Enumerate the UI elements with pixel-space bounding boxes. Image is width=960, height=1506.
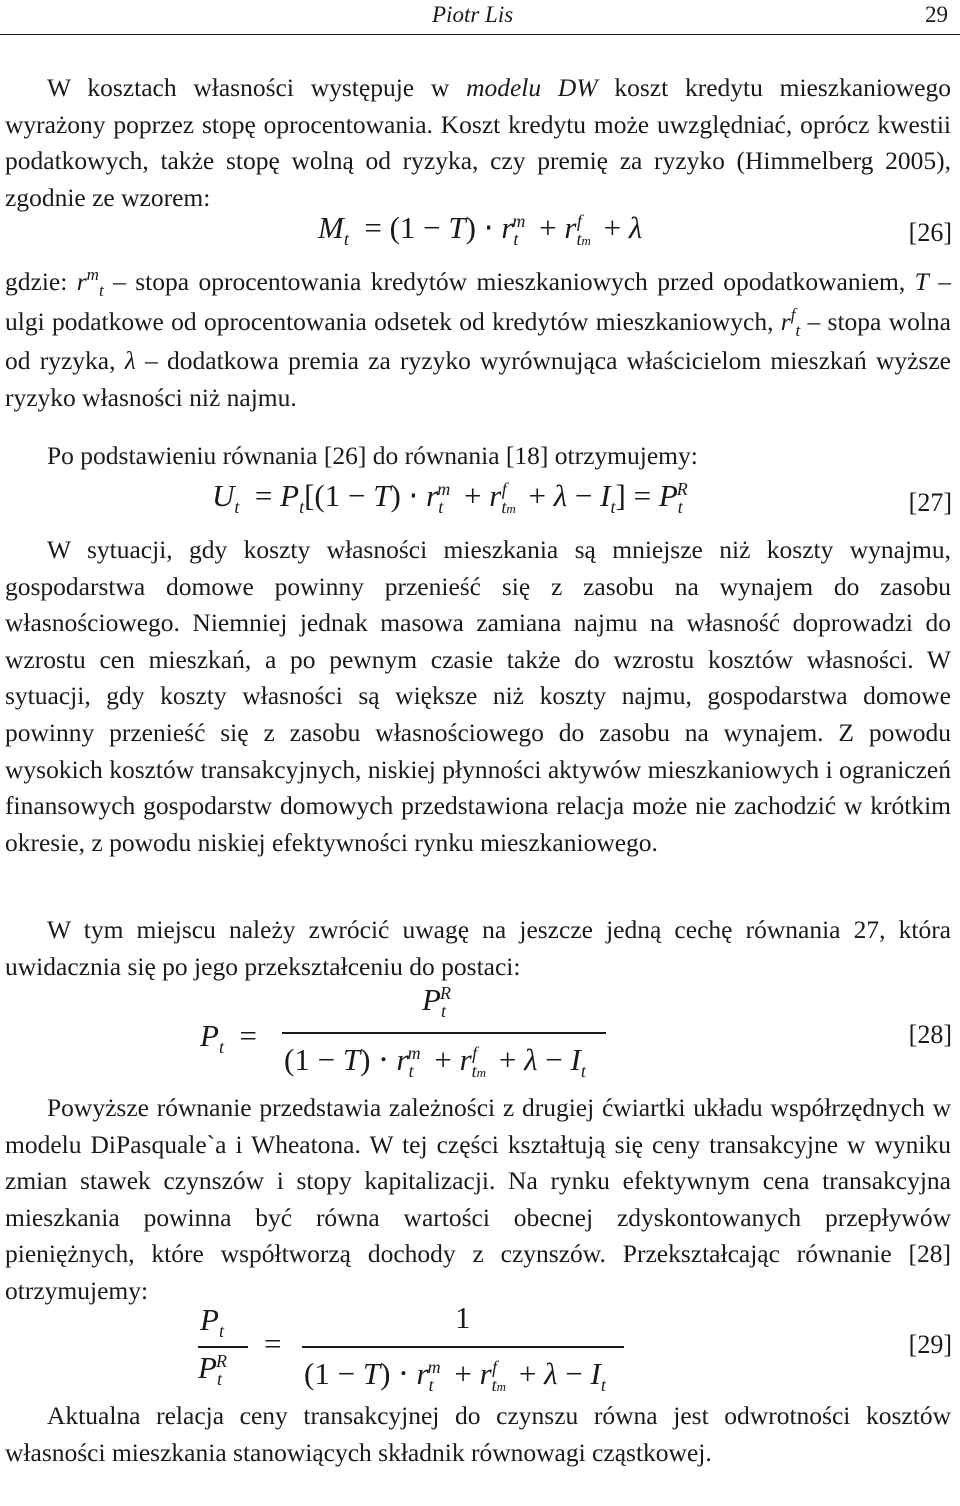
equation-26-label: [26] xyxy=(908,218,952,247)
paragraph-3: Po podstawieniu równania [26] do równania [18] otrzymujemy: xyxy=(47,441,698,470)
running-head-author: Piotr Lis xyxy=(432,2,514,27)
paragraph-2: gdzie: $r^m_t$ – stopa oprocentowania kredytów mieszkaniowych przed opodatkowaniem, T – ulgi podatkowe od oprocentowania odsetek od kredytów mieszkaniowych, $r^f_t$ – stopa wolna od ryzyka, λ – dodatkowa premia za ryzyko wyrównująca właścicielom mieszkań wyższe ryzyko własności niż najmu. xyxy=(5,265,951,412)
equation-29-label: [29] xyxy=(908,1330,952,1359)
paragraph-5: W tym miejscu należy zwrócić uwagę na jeszcze jedną cechę równania 27, która uwidacznia się po jego przekształceniu do postaci: xyxy=(5,915,951,981)
page-number: 29 xyxy=(925,2,948,27)
page-header xyxy=(0,0,960,35)
equation-27: $U_t = P_t[(1 - T) \cdot r_t^m + r_{tm}^f + \lambda - I_t] = P_t^R$ xyxy=(212,478,688,518)
paragraph-7: Aktualna relacja ceny transakcyjnej do czynszu równa jest odwrotności kosztów własności mieszkania stanowiących składnik równowagi cząstkowej. xyxy=(5,1401,951,1467)
equation-27-label: [27] xyxy=(908,488,952,517)
equation-26: $M_t = (1 - T) \cdot r_t^m + r_{tm}^f + \lambda$ xyxy=(318,210,643,250)
paragraph-4: W sytuacji, gdy koszty własności mieszkania są mniejsze niż koszty wynajmu, gospodarstwa domowe powinny przenieść się z zasobu na wynajem do zasobu własnościowego. Niemniej jednak masowa zamiana najmu na własność doprowadzi do wzrostu cen mieszkań, a po pewnym czasie także do wzrostu kosztów własności. W sytuacji, gdy koszty własności są większe niż koszty najmu, gospodarstwa domowe powinny przenieść się z zasobu własnościowego do zasobu na wynajem. Z powodu wysokich kosztów transakcyjnych, niskiej płynności aktywów mieszkaniowych i ograniczeń finansowych gospodarstw domowych przedstawiona relacja może nie zachodzić w krótkim okresie, z powodu niskiej efektywności rynku mieszkaniowego. xyxy=(5,535,951,857)
paragraph-1: W kosztach własności występuje w modelu DW koszt kredytu mieszkaniowego wyrażony poprzez stopę oprocentowania. Koszt kredytu może uwzględniać, oprócz kwestii podatkowych, także stopę wolną od ryzyka, czy premię za ryzyko (Himmelberg 2005), zgodnie ze wzorem: xyxy=(5,73,951,212)
equation-28-label: [28] xyxy=(908,1020,952,1049)
paragraph-6: Powyższe równanie przedstawia zależności z drugiej ćwiartki układu współrzędnych w modelu DiPasquale`a i Wheatona. W tej części kształtują się ceny transakcyjne w wyniku zmian stawek czynszów i stopy kapitalizacji. Na rynku efektywnym cena transakcyjna mieszkania powinna być równa wartości obecnej zdyskontowanych przepływów pieniężnych, które współtworzą dochody z czynszów. Przekształcając równanie [28] otrzymujemy: xyxy=(5,1093,951,1305)
